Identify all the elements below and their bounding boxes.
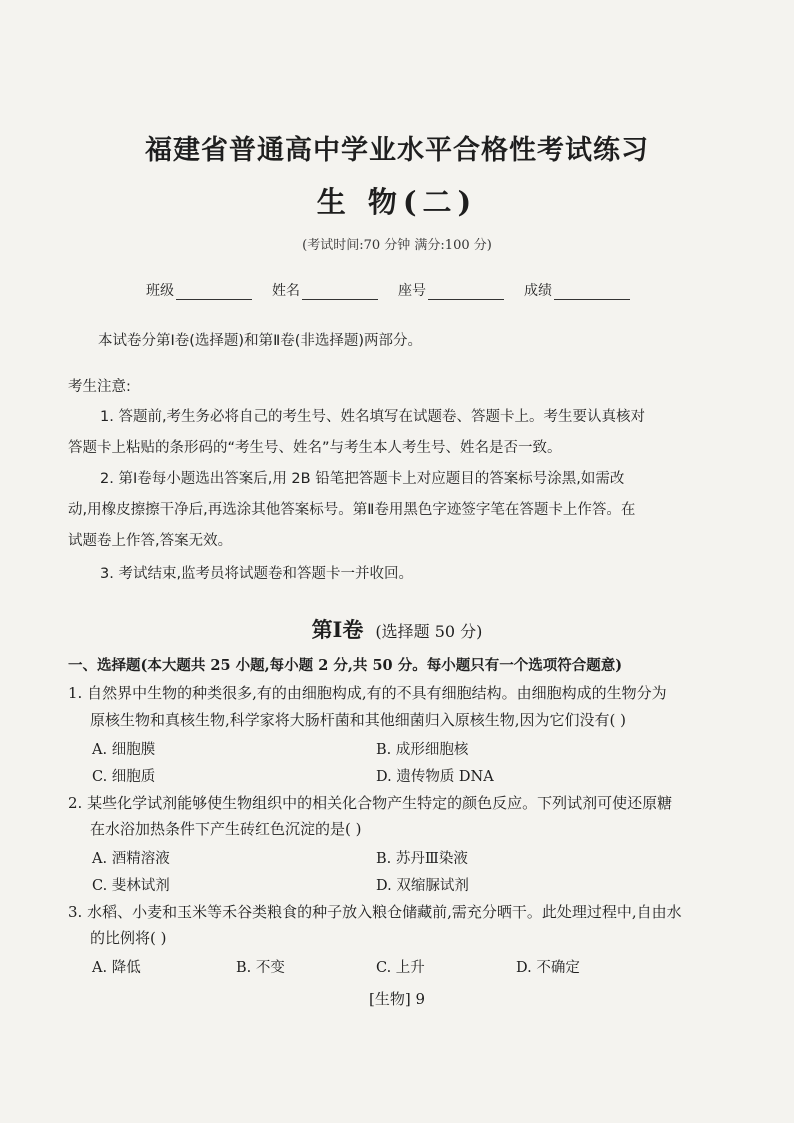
option-b[interactable]: B. 不变 — [236, 960, 285, 976]
option-c[interactable]: C. 上升 — [376, 960, 425, 976]
name-field[interactable]: 姓名 — [272, 280, 378, 300]
section-instruction: 一、选择题(本大题共 25 小题,每小题 2 分,共 50 分。每小题只有一个选项符合题意) — [68, 657, 623, 674]
notice-item: 试题卷上作答,答案无效。 — [68, 533, 233, 549]
option-b[interactable]: B. 苏丹Ⅲ染液 — [376, 851, 468, 867]
option-d[interactable]: D. 双缩脲试剂 — [376, 878, 469, 894]
option-a[interactable]: A. 酒精溶液 — [92, 851, 170, 867]
score-field[interactable]: 成绩 — [524, 280, 630, 300]
exam-title: 福建省普通高中学业水平合格性考试练习 — [145, 135, 649, 166]
section-title: 第Ⅰ卷 (选择题 50 分) — [311, 617, 483, 642]
exam-info: (考试时间:70 分钟 满分:100 分) — [302, 238, 492, 253]
option-b[interactable]: B. 成形细胞核 — [376, 742, 469, 758]
question-text: 的比例将( ) — [90, 929, 167, 947]
intro-text: 本试卷分第Ⅰ卷(选择题)和第Ⅱ卷(非选择题)两部分。 — [98, 333, 423, 349]
page-footer: [生物] 9 — [368, 990, 426, 1008]
question-text: 2. 某些化学试剂能够使生物组织中的相关化合物产生特定的颜色反应。下列试剂可使还原糖 — [68, 794, 673, 812]
option-c[interactable]: C. 细胞质 — [92, 769, 156, 785]
notice-item: 3. 考试结束,监考员将试题卷和答题卡一并收回。 — [100, 566, 414, 582]
student-info-fields — [146, 280, 666, 300]
question-text: 3. 水稻、小麦和玉米等禾谷类粮食的种子放入粮仓储藏前,需充分晒干。此处理过程中,自由水 — [68, 903, 682, 921]
notice-item: 答题卡上粘贴的条形码的“考生号、姓名”与考生本人考生号、姓名是否一致。 — [68, 440, 562, 456]
option-a[interactable]: A. 细胞膜 — [92, 742, 156, 758]
option-c[interactable]: C. 斐林试剂 — [92, 878, 170, 894]
subject-title: 生 物(二) — [316, 185, 478, 219]
notice-item: 2. 第Ⅰ卷每小题选出答案后,用 2B 铅笔把答题卡上对应题目的答案标号涂黑,如需改 — [100, 471, 625, 487]
notice-item: 动,用橡皮擦擦干净后,再选涂其他答案标号。第Ⅱ卷用黑色字迹签字笔在答题卡上作答。在 — [68, 502, 636, 518]
notice-heading: 考生注意: — [68, 379, 131, 395]
question-text: 原核生物和真核生物,科学家将大肠杆菌和其他细菌归入原核生物,因为它们没有( ) — [90, 711, 627, 729]
question-text: 在水浴加热条件下产生砖红色沉淀的是( ) — [90, 820, 362, 838]
option-d[interactable]: D. 不确定 — [516, 960, 580, 976]
class-field[interactable]: 班级 — [146, 280, 252, 300]
seat-field[interactable]: 座号 — [398, 280, 504, 300]
question-text: 1. 自然界中生物的种类很多,有的由细胞构成,有的不具有细胞结构。由细胞构成的生物分为 — [68, 684, 667, 702]
notice-item: 1. 答题前,考生务必将自己的考生号、姓名填写在试题卷、答题卡上。考生要认真核对 — [100, 409, 646, 425]
option-a[interactable]: A. 降低 — [92, 960, 141, 976]
option-d[interactable]: D. 遗传物质 DNA — [376, 769, 494, 785]
